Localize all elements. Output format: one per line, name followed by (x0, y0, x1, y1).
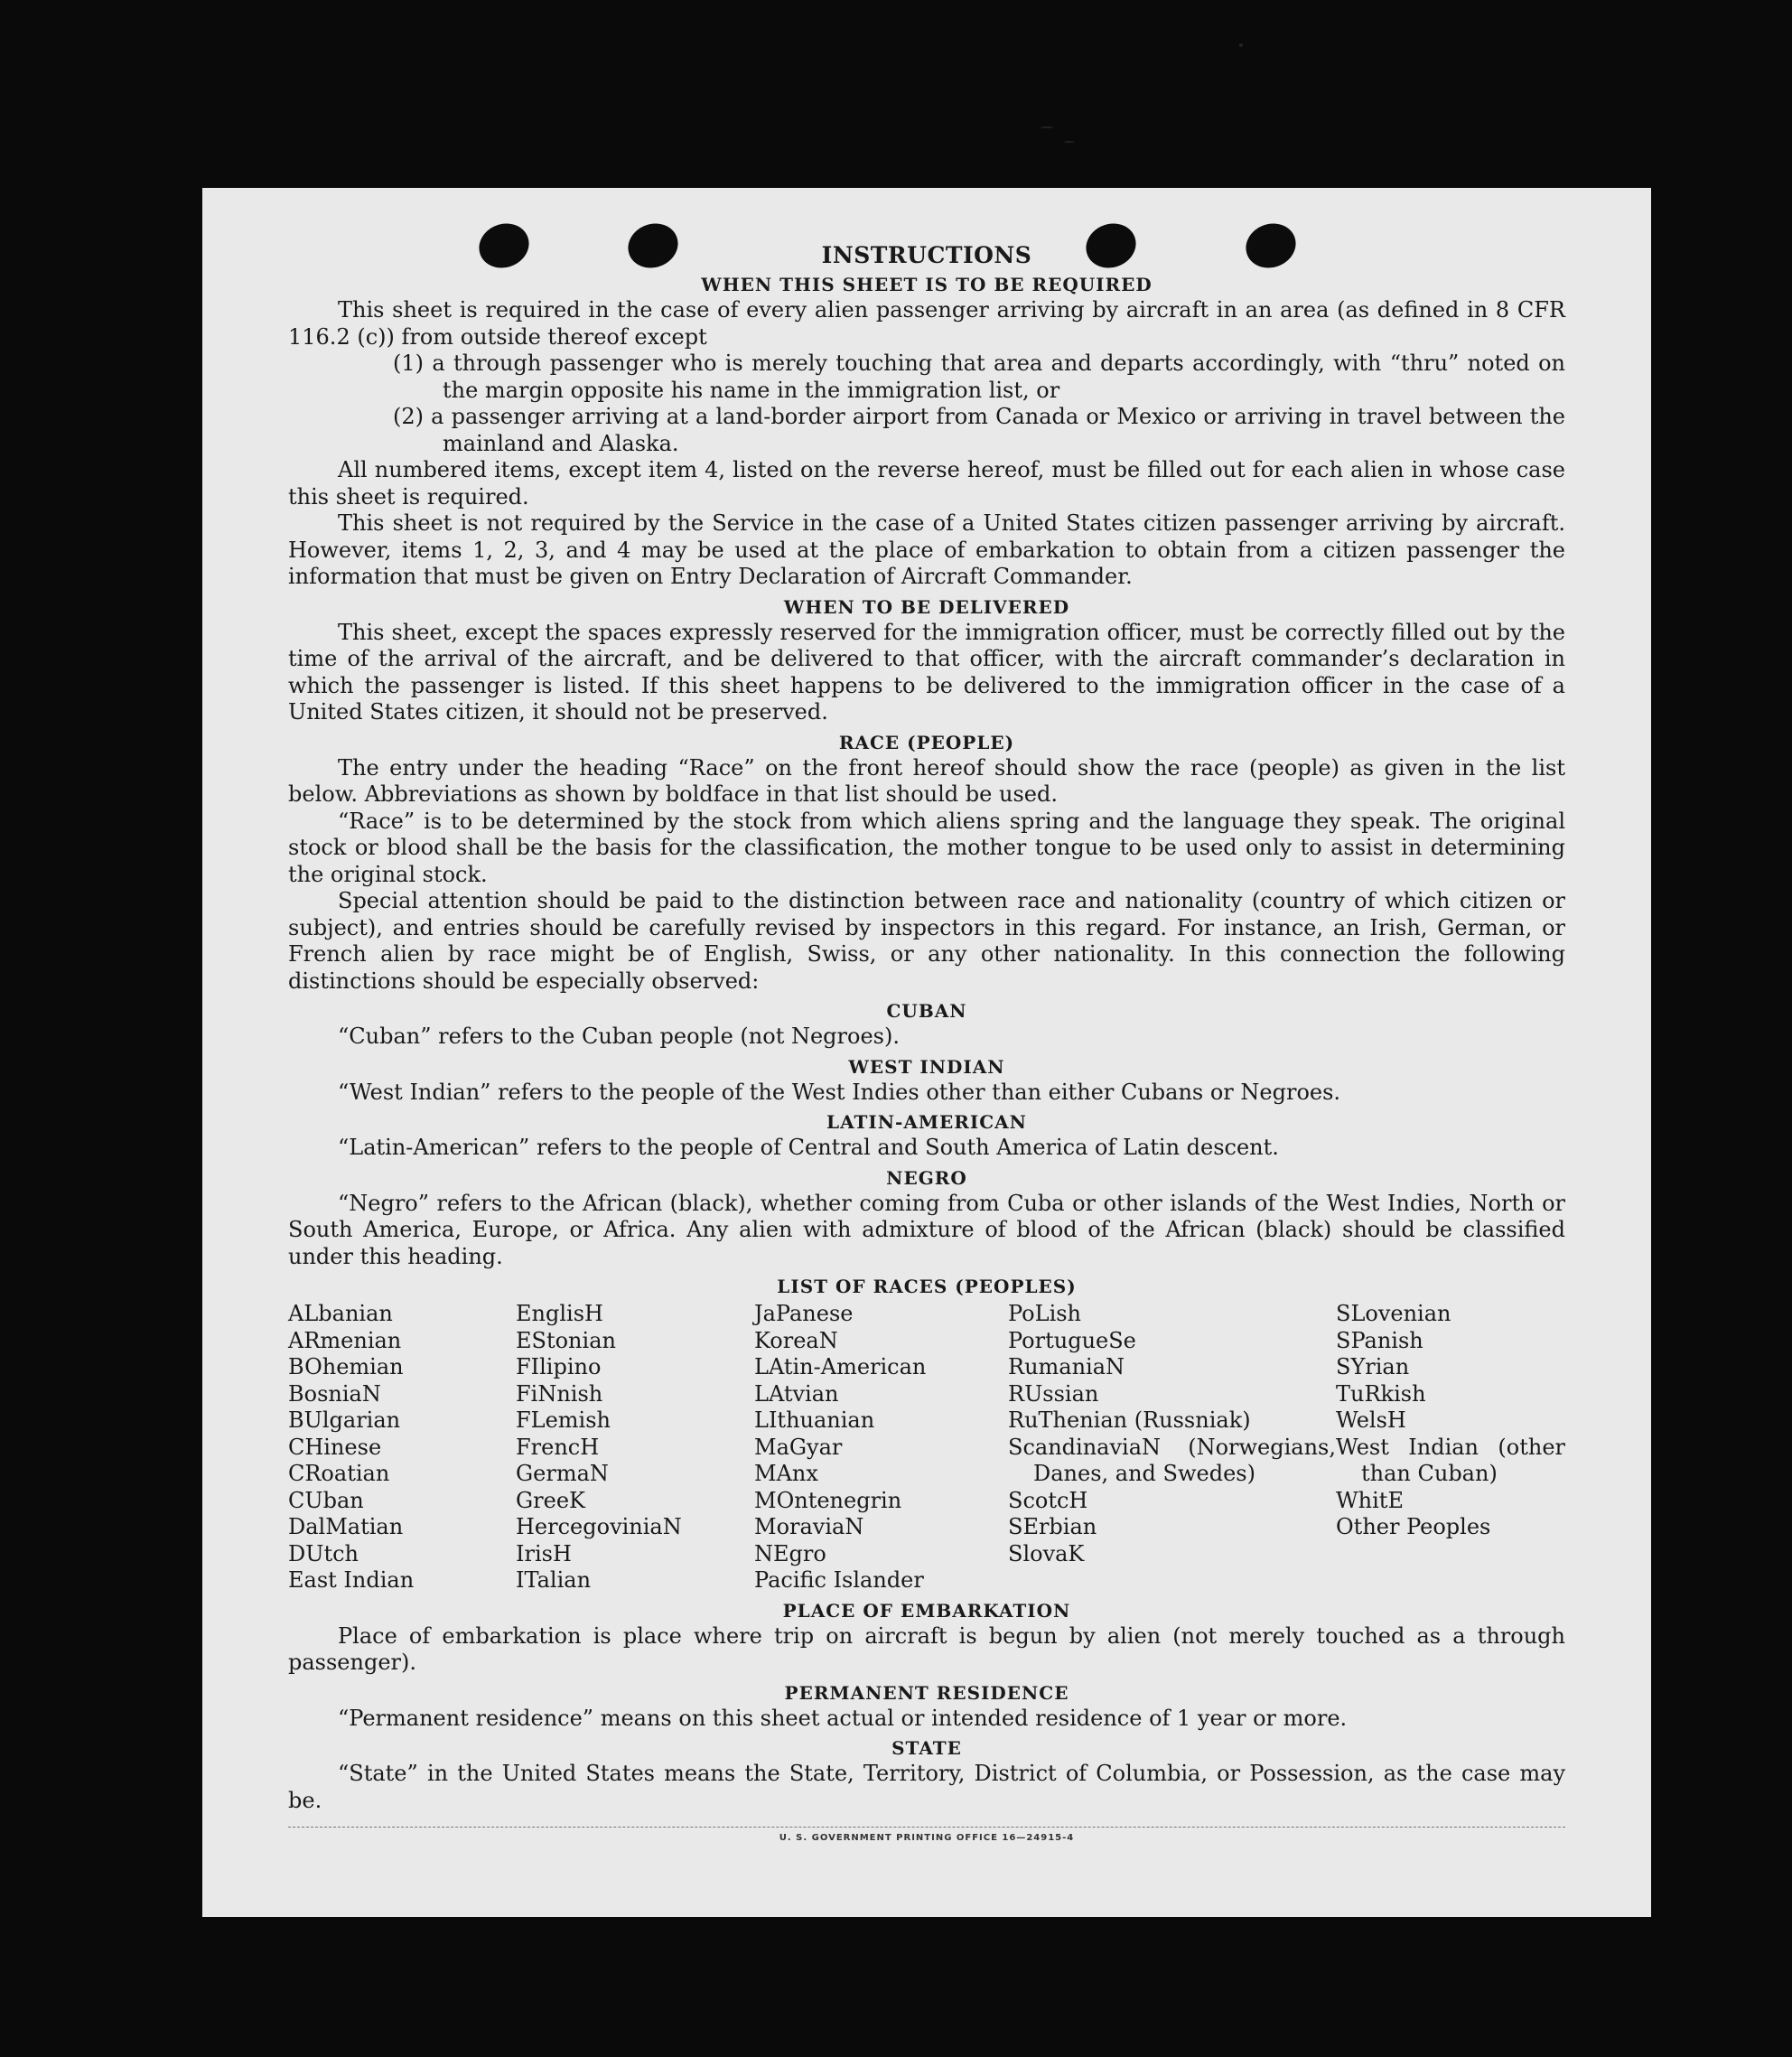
race-entry: FLemish (516, 1407, 611, 1433)
heading-cuban: CUBAN (886, 1000, 967, 1022)
race-column (1336, 1301, 1565, 1594)
race-entry: Other Peoples (1336, 1514, 1491, 1539)
race-entry: Pacific Islander (754, 1567, 924, 1593)
paragraph: The entry under the heading “Race” on the front hereof should show the race (people) as given in the list below. Abbreviations as shown by boldface in that list should be used. (288, 754, 1565, 807)
race-entry: BOhemian (288, 1354, 404, 1379)
race-entry: WelsH (1336, 1407, 1406, 1433)
race-column (754, 1301, 1008, 1594)
race-entry: BosniaN (288, 1380, 381, 1407)
race-entry: EnglisH (516, 1301, 603, 1326)
race-entry: GermaN (516, 1461, 609, 1486)
heading-place-of-embarkation: PLACE OF EMBARKATION (782, 1599, 1071, 1622)
race-entry: CHinese (288, 1434, 382, 1460)
race-entry: PoLish (1008, 1301, 1082, 1326)
race-entry: FiNnish (516, 1380, 603, 1407)
race-entry: ALbanian (288, 1301, 393, 1326)
race-entry: NEgro (754, 1540, 826, 1566)
paragraph: This sheet is not required by the Service in the case of a United States citizen passenger arriving by aircraft. However, items 1, 2, 3, and 4 may be used at the place of embarkation to obtain from a citizen passenger the information that must be given on Entry Declaration of Aircraft Commander. (288, 510, 1565, 589)
race-entry: FIlipino (516, 1354, 602, 1379)
race-entry: SErbian (1008, 1514, 1097, 1539)
race-entry: ITalian (516, 1567, 592, 1593)
race-entry: RuThenian (Russniak) (1008, 1407, 1251, 1433)
race-entry: RUssian (1008, 1380, 1099, 1407)
heading-latin-american: LATIN-AMERICAN (826, 1111, 1027, 1133)
heading-state: STATE (891, 1737, 962, 1759)
race-entry: ScotcH (1008, 1487, 1088, 1513)
speck (1041, 126, 1053, 128)
race-entry: MOntenegrin (754, 1487, 902, 1513)
race-entry: SlovaK (1008, 1540, 1085, 1566)
exception-item-2: (2) a passenger arriving at a land-border airport from Canada or Mexico or arriving in travel between the mainland and Alaska. (393, 404, 1565, 456)
race-entry: TuRkish (1336, 1380, 1426, 1407)
race-entry: JaPanese (754, 1301, 854, 1326)
paragraph: This sheet, except the spaces expressly reserved for the immigration officer, must be correctly filled out by the time of the arrival of the aircraft, and be delivered to that officer, with the aircraft commander’s declaration in which the passenger is listed. If this sheet happens to be delivered to the immigration officer in the case of a United States citizen, it should not be preserved. (288, 619, 1565, 725)
race-entry: CRoatian (288, 1461, 390, 1486)
race-entry: SYrian (1336, 1354, 1410, 1379)
race-entry: KoreaN (754, 1327, 838, 1353)
heading-when-required: WHEN THIS SHEET IS TO BE REQUIRED (701, 274, 1153, 295)
paragraph: “Race” is to be determined by the stock from which aliens spring and the language they speak. The original stock or blood shall be the basis for the classification, the mother tongue to be used only to assist in determining the original stock. (288, 808, 1565, 887)
race-entry: EStonian (516, 1327, 616, 1353)
race-entry: MAnx (754, 1461, 818, 1486)
race-column (1008, 1301, 1336, 1594)
definition-cuban: “Cuban” refers to the Cuban people (not Negroes). (338, 1024, 900, 1049)
race-entry: SLovenian (1336, 1301, 1451, 1326)
race-entry: West Indian (other than Cuban) (1336, 1434, 1565, 1486)
page-title: INSTRUCTIONS (821, 242, 1032, 268)
printer-imprint: U. S. GOVERNMENT PRINTING OFFICE 16—24915-4 (288, 1827, 1565, 1843)
instruction-sheet (202, 188, 1651, 1917)
race-entry: WhitE (1336, 1487, 1404, 1513)
race-entry: GreeK (516, 1487, 585, 1513)
race-entry: DalMatian (288, 1514, 404, 1539)
heading-race: RACE (PEOPLE) (838, 731, 1015, 753)
definition-state: “State” in the United States means the State, Territory, District of Columbia, or Possession, as the case may be. (288, 1761, 1565, 1813)
speck (1064, 141, 1075, 143)
heading-when-delivered: WHEN TO BE DELIVERED (783, 595, 1070, 618)
race-entry: East Indian (288, 1567, 415, 1593)
race-entry: FrencH (516, 1434, 600, 1460)
heading-list-of-races: LIST OF RACES (PEOPLES) (777, 1276, 1077, 1297)
race-entry: CUban (288, 1487, 364, 1513)
paragraph: All numbered items, except item 4, listed on the reverse hereof, must be filled out for each alien in whose case this sheet is required. (288, 457, 1565, 510)
race-entry: PortugueSe (1008, 1327, 1136, 1353)
race-entry: ARmenian (288, 1327, 402, 1353)
definition-west-indian: “West Indian” refers to the people of the West Indies other than either Cubans or Negroes. (338, 1079, 1341, 1105)
heading-permanent-residence: PERMANENT RESIDENCE (784, 1681, 1069, 1704)
race-entry: IrisH (516, 1540, 572, 1566)
race-entry: MaGyar (754, 1434, 843, 1460)
race-entry: LAtin-American (754, 1354, 927, 1379)
definition-residence: “Permanent residence” means on this sheet actual or intended residence of 1 year or more. (338, 1705, 1348, 1731)
race-entry: LAtvian (754, 1380, 839, 1407)
paragraph: This sheet is required in the case of every alien passenger arriving by aircraft in an area (as defined in 8 CFR 116.2 (c)) from outside thereof except (288, 297, 1565, 350)
race-column (516, 1301, 754, 1594)
definition-embarkation: Place of embarkation is place where trip on aircraft is begun by alien (not merely touched as a through passenger). (288, 1622, 1565, 1675)
race-entry: MoraviaN (754, 1514, 864, 1539)
race-entry: LIthuanian (754, 1407, 875, 1433)
race-list (288, 1301, 1565, 1594)
heading-west-indian: WEST INDIAN (848, 1055, 1005, 1078)
race-entry: RumaniaN (1008, 1354, 1125, 1379)
race-entry: BUlgarian (288, 1407, 401, 1433)
race-entry: SPanish (1336, 1327, 1423, 1353)
heading-negro: NEGRO (886, 1166, 967, 1189)
race-entry: HercegoviniaN (516, 1514, 682, 1539)
race-entry: DUtch (288, 1540, 359, 1566)
paragraph: Special attention should be paid to the distinction between race and nationality (country of which citizen or subject), and entries should be carefully revised by inspectors in this regard. For instance, an Irish, German, or French alien by race might be of English, Swiss, or any other nationality. In this connection the following distinctions should be especially observed: (288, 888, 1565, 994)
definition-latin-american: “Latin-American” refers to the people of Central and South America of Latin descent. (338, 1135, 1279, 1160)
race-column (288, 1301, 516, 1594)
definition-negro: “Negro” refers to the African (black), whether coming from Cuba or other islands of the West Indies, North or South America, Europe, or Africa. Any alien with admixture of blood of the African (black) should be classified under this heading. (288, 1190, 1565, 1269)
race-entry: ScandinaviaN (Norwegians, Danes, and Swedes) (1008, 1434, 1336, 1486)
exception-item-1: (1) a through passenger who is merely touching that area and departs accordingly, with “thru” noted on the margin opposite his name in the immigration list, or (393, 351, 1565, 403)
speck (1239, 43, 1243, 47)
